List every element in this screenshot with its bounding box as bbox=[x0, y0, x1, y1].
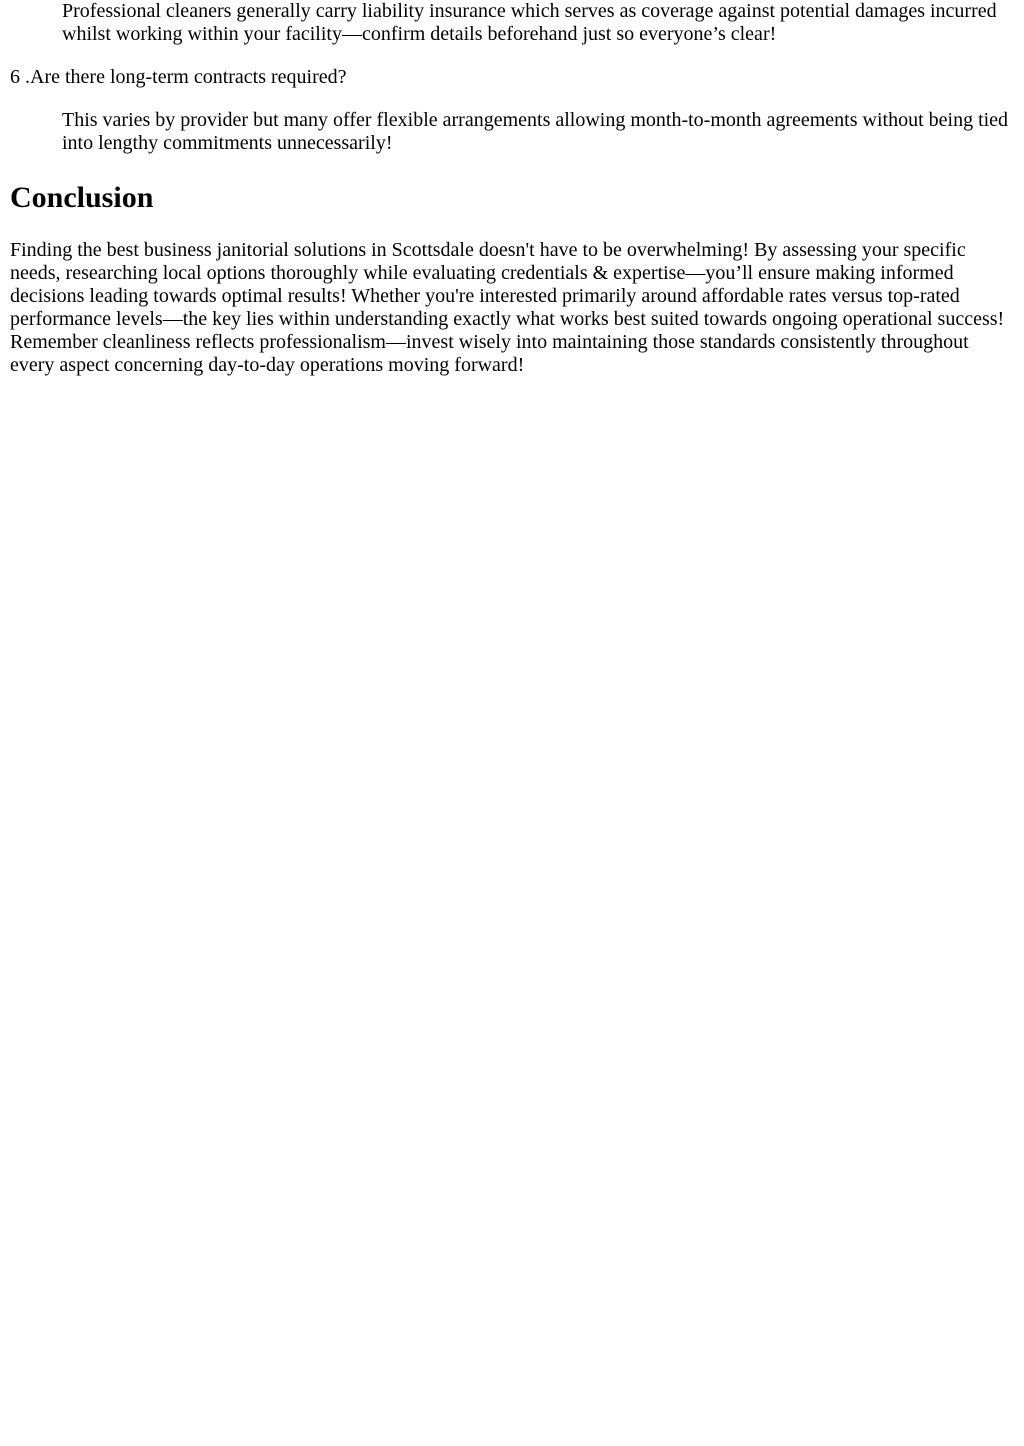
faq-question-6: 6 .Are there long-term contracts required? bbox=[10, 66, 347, 88]
faq-answer-6: This varies by provider but many offer flexible arrangements allowing month-to-month agreements without being tied into lengthy commitments unnecessarily! bbox=[62, 109, 1009, 154]
conclusion-paragraph: Finding the best business janitorial solutions in Scottsdale doesn't have to be overwhelming! By assessing your specific needs, researching local options thoroughly while evaluating credentials & expertise—you’ll ensure making informed decisions leading towards optimal results! Whether you're interested primarily around affordable rates versus top-rated performance levels—the key lies within understanding exactly what works best suited towards ongoing operational success! Remember cleanliness reflects professionalism—invest wisely into maintaining those standards consistently throughout every aspect concerning day-to-day operations moving forward! bbox=[10, 239, 1005, 376]
conclusion-heading: Conclusion bbox=[10, 181, 154, 214]
faq-answer-5: Professional cleaners generally carry liability insurance which serves as coverage against potential damages incurred whilst working within your facility—confirm details beforehand just so everyone’s clear! bbox=[62, 0, 997, 45]
